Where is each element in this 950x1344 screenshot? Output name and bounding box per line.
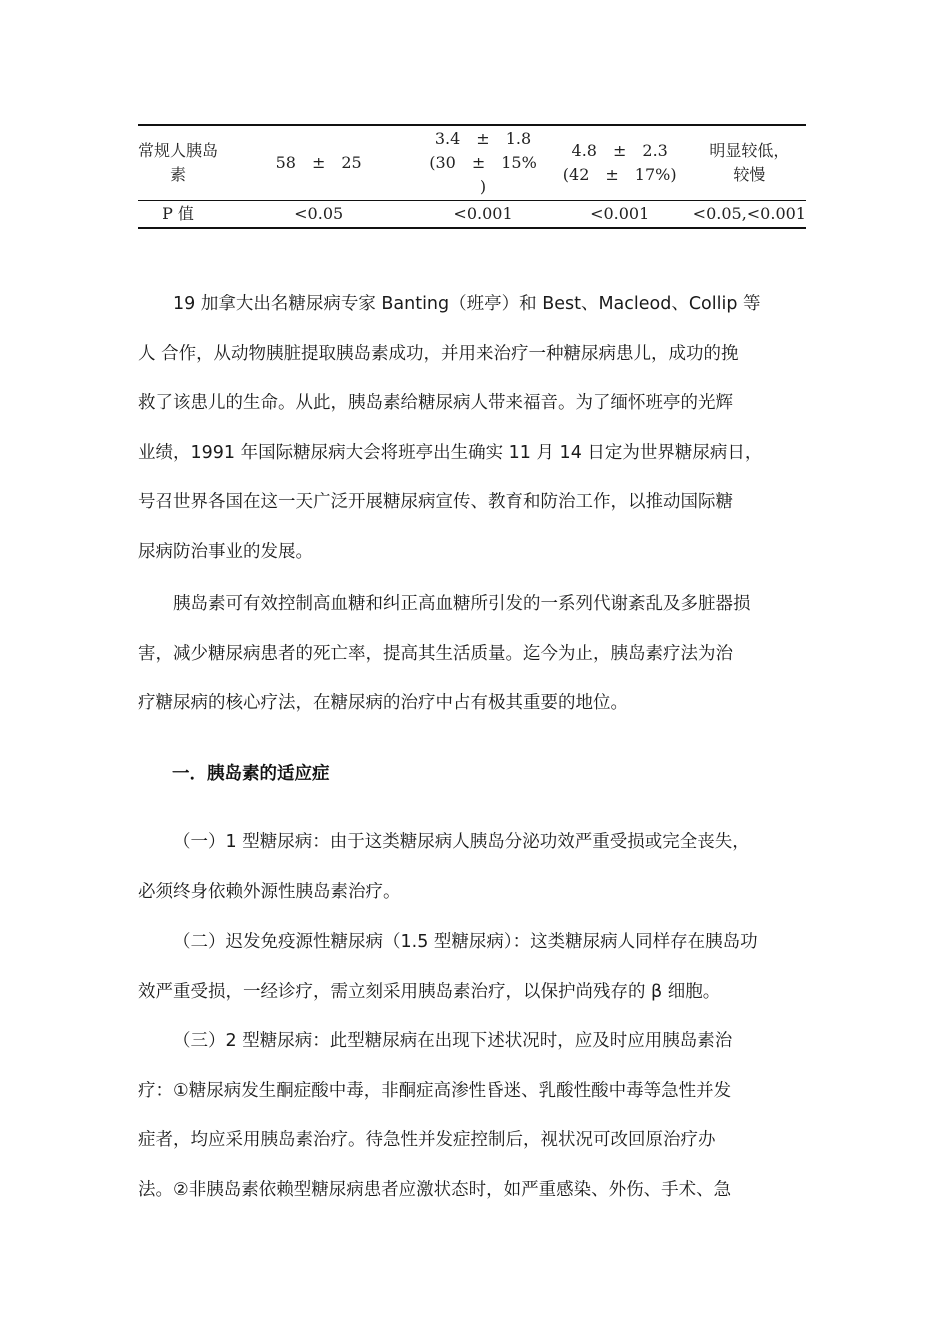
table-cell: <0.05 <box>218 201 419 229</box>
paragraph-importance <box>138 580 818 729</box>
text-line: （二）迟发免疫源性糖尿病（1.5 型糖尿病）：这类糖尿病人同样存在胰岛功 <box>173 932 758 952</box>
text-line: 救了该患儿的生命。从此，胰岛素给糖尿病人带来福音。为了缅怀班亭的光辉 <box>138 393 733 413</box>
cell-text: ) <box>479 177 487 196</box>
text-line: 法。②非胰岛素依赖型糖尿病患者应激状态时，如严重感染、外伤、手术、急 <box>138 1179 732 1200</box>
text-line: 症者，均应采用胰岛素治疗。待急性并发症控制后，视状况可改回原治疗办 <box>138 1130 716 1150</box>
table-row <box>138 125 806 201</box>
results-table-wrapper <box>138 124 806 229</box>
cell-text: 58 ± 25 <box>275 153 362 172</box>
table-cell <box>693 125 806 201</box>
table-cell-label: P 值 <box>138 201 218 229</box>
text-line: 胰岛素可有效控制高血糖和纠正高血糖所引发的一系列代谢紊乱及多脏器损 <box>173 594 751 614</box>
text-line: （三）2 型糖尿病：此型糖尿病在出现下述状况时，应及时应用胰岛素治 <box>173 1031 733 1051</box>
table-row <box>138 201 806 229</box>
section-heading: 一．胰岛素的适应症 <box>172 764 330 784</box>
table-cell <box>218 125 419 201</box>
paragraph-history <box>138 280 818 577</box>
cell-text: 常规人胰岛 <box>138 141 219 160</box>
text-line: 业绩，1991 年国际糖尿病大会将班亭出生确实 11 月 14 日定为世界糖尿病日， <box>138 442 763 463</box>
text-line: 疗糖尿病的核心疗法，在糖尿病的治疗中占有极其重要的地位。 <box>138 693 628 713</box>
cell-text: 明显较低， <box>709 141 790 160</box>
text-line: （一）1 型糖尿病：由于这类糖尿病人胰岛分泌功效严重受损或完全丧失， <box>173 832 750 852</box>
text-line: 疗：①糖尿病发生酮症酸中毒，非酮症高渗性昏迷、乳酸性酸中毒等急性并发 <box>138 1080 732 1101</box>
text-line: 19 加拿大出名糖尿病专家 Banting（班亭）和 Best、Macleod、Collip 等 <box>173 294 761 314</box>
cell-text: 3.4 ± 1.8 <box>434 129 532 148</box>
results-table <box>138 124 806 229</box>
text-line: 效严重受损，一经诊疗，需立刻采用胰岛素治疗，以保护尚残存的 β 细胞。 <box>138 981 721 1002</box>
indication-type1 <box>138 818 818 917</box>
table-cell: <0.001 <box>419 201 546 229</box>
text-line: 害，减少糖尿病患者的死亡率，提高其生活质量。迄今为止，胰岛素疗法为治 <box>138 643 733 664</box>
cell-text: 较慢 <box>733 165 766 184</box>
indication-lada <box>138 918 818 1017</box>
text-line: 人 合作，从动物胰脏提取胰岛素成功，并用来治疗一种糖尿病患儿，成功的挽 <box>138 343 739 364</box>
indication-type2 <box>138 1017 818 1215</box>
table-cell: <0.001 <box>547 201 693 229</box>
cell-text: 素 <box>170 165 187 184</box>
text-line: 号召世界各国在这一天广泛开展糖尿病宣传、教育和防治工作，以推动国际糖 <box>138 492 733 512</box>
table-cell-label <box>138 125 218 201</box>
table-cell: <0.05,<0.001 <box>693 201 806 229</box>
text-line: 尿病防治事业的发展。 <box>138 541 313 562</box>
table-cell <box>419 125 546 201</box>
text-line: 必须终身依赖外源性胰岛素治疗。 <box>138 881 401 902</box>
cell-text: (42 ± 17%) <box>562 165 677 184</box>
cell-text: 4.8 ± 2.3 <box>571 141 668 160</box>
cell-text: (30 ± 15% <box>429 153 537 172</box>
table-cell <box>547 125 693 201</box>
